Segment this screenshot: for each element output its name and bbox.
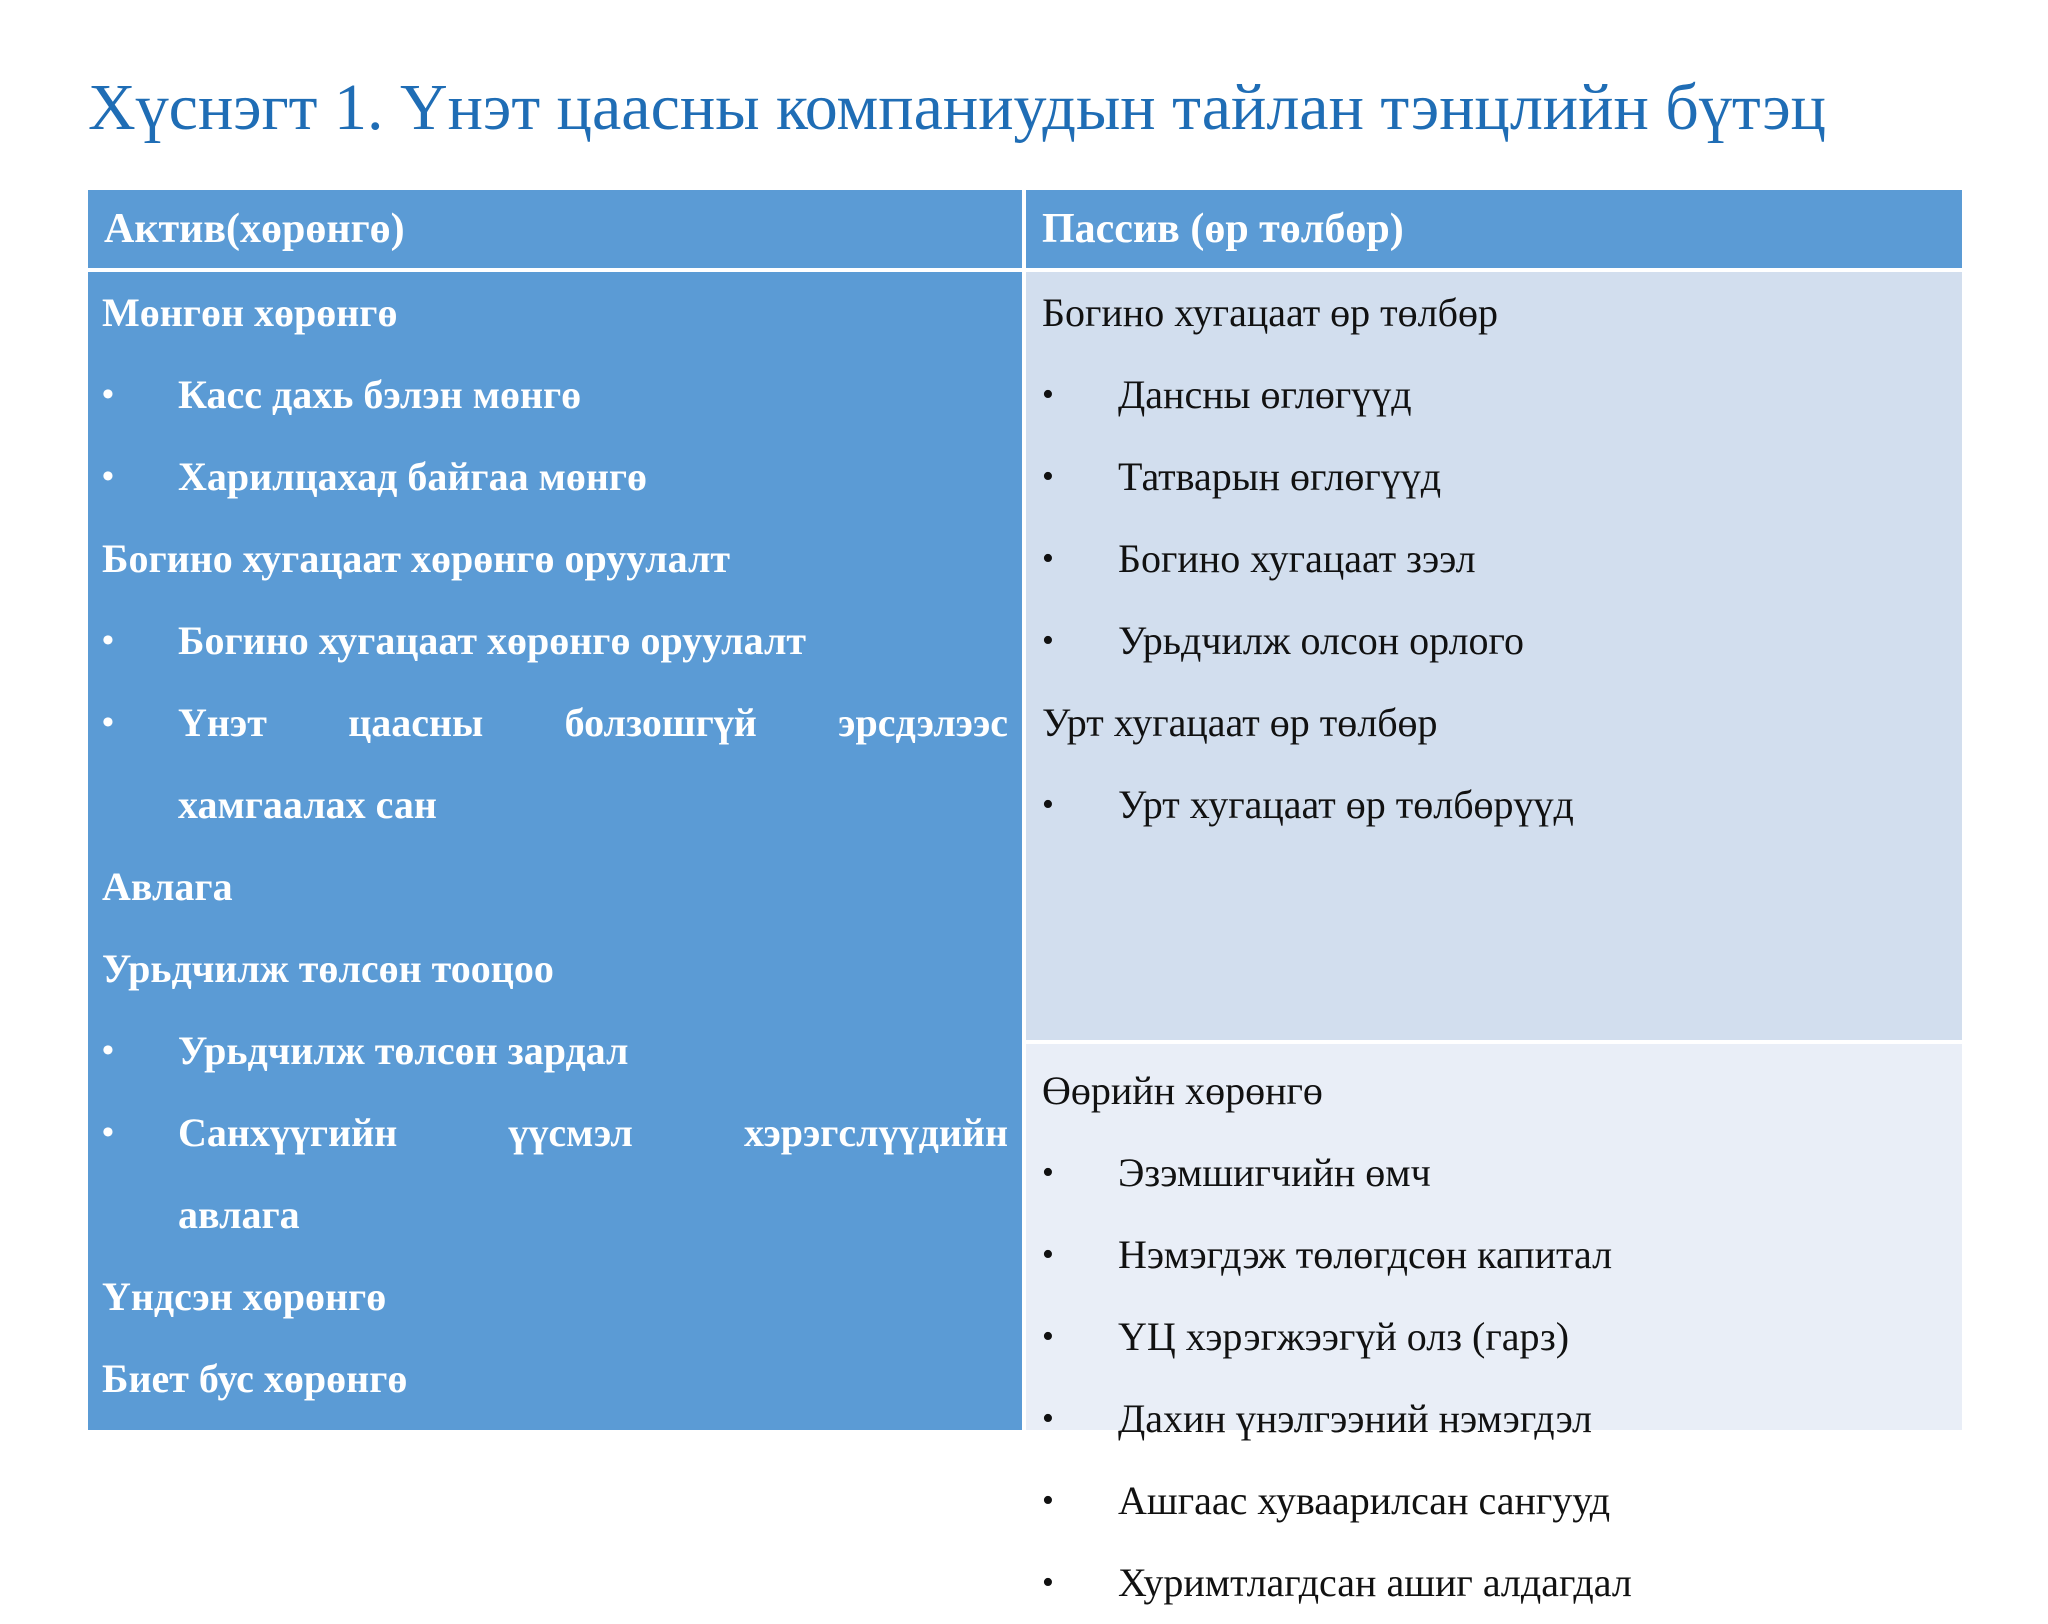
list-item [1042,1132,1946,1214]
list-item-label: Урьдчилж олсон орлого [1118,618,1524,663]
list-item-continuation: авлага [178,1192,300,1237]
list-item [1042,1460,1946,1542]
list-item-label: Богино хугацаат хөрөнгө оруулалт [178,618,807,663]
list-item-word: болзошгүй [564,700,757,745]
list-item [102,682,1008,764]
list-item [102,1010,1008,1092]
list-item [1042,1214,1946,1296]
bullet-icon: • [102,376,114,413]
fixed-assets-heading: Үндсэн хөрөнгө [102,1274,387,1319]
list-item [1042,1296,1946,1378]
assets-column [88,272,1022,1430]
list-item-label: Дахин үнэлгээний нэмэгдэл [1118,1396,1592,1441]
slide-title: Хүснэгт 1. Үнэт цаасны компаниудын тайлан тэнцлийн бүтэц [88,71,1826,144]
list-item-label: Татварын өглөгүүд [1118,454,1442,499]
list-item-word: хэрэгслүүдийн [743,1110,1008,1155]
bullet-icon: • [1042,376,1054,413]
equity-cell [1026,1044,1962,1605]
intangible-heading: Биет бус хөрөнгө [102,1356,408,1401]
receivables-heading: Авлага [102,864,233,909]
lt-liabilities-heading: Урт хугацаат өр төлбөр [1042,700,1438,745]
balance-sheet-table [88,190,1962,1605]
list-item-continuation: хамгаалах сан [178,782,437,827]
list-item-word: үүсмэл [508,1110,633,1155]
list-item-label: Хуримтлагдсан ашиг алдагдал [1118,1560,1632,1605]
bullet-icon: • [1042,786,1054,823]
list-item [1042,1542,1946,1624]
liabilities-cell [1026,272,1962,1040]
bullet-icon: • [1042,1236,1054,1273]
list-item-label: Ашгаас хуваарилсан сангууд [1118,1478,1611,1523]
list-item [102,1092,1008,1174]
bullet-icon: • [102,458,114,495]
st-investment-heading: Богино хугацаат хөрөнгө оруулалт [102,536,731,581]
list-item-label: Урьдчилж төлсөн зардал [178,1028,629,1073]
prepaid-heading: Урьдчилж төлсөн тооцоо [102,946,554,991]
equity-heading: Өөрийн хөрөнгө [1042,1068,1323,1113]
bullet-icon: • [102,704,114,741]
list-item [1042,354,1946,436]
bullet-icon: • [1042,458,1054,495]
list-item-label: Нэмэгдэж төлөгдсөн капитал [1118,1232,1613,1277]
bullet-icon: • [1042,1482,1054,1519]
list-item [1042,518,1946,600]
list-item-label: Богино хугацаат зээл [1118,536,1476,581]
list-item [102,354,1008,436]
list-item-label: Урт хугацаат өр төлбөрүүд [1118,782,1574,827]
list-item [1042,600,1946,682]
list-item-label: Эзэмшигчийн өмч [1118,1150,1431,1195]
bullet-icon: • [1042,540,1054,577]
list-item-word: Үнэт [178,700,267,745]
list-item-label: Харилцахад байгаа мөнгө [178,454,648,499]
bullet-icon: • [1042,1154,1054,1191]
cash-heading: Мөнгөн хөрөнгө [102,290,398,335]
list-item-word: цаасны [348,700,484,745]
list-item [1042,436,1946,518]
list-item-label: ҮЦ хэрэгжээгүй олз (гарз) [1118,1314,1570,1359]
bullet-icon: • [102,622,114,659]
bullet-icon: • [1042,1318,1054,1355]
st-liabilities-heading: Богино хугацаат өр төлбөр [1042,290,1498,335]
list-item-label: Касс дахь бэлэн мөнгө [178,372,582,417]
list-item [102,600,1008,682]
list-item [1042,764,1946,846]
assets-header: Актив(хөрөнгө) [88,190,1022,268]
list-item-label: Дансны өглөгүүд [1118,372,1412,417]
list-item-word: Санхүүгийн [178,1110,398,1155]
bullet-icon: • [102,1114,114,1151]
bullet-icon: • [1042,1400,1054,1437]
bullet-icon: • [1042,622,1054,659]
list-item [1042,1378,1946,1460]
bullet-icon: • [102,1032,114,1069]
list-item [102,436,1008,518]
liabilities-header: Пассив (өр төлбөр) [1026,190,1962,268]
list-item-word: эрсдэлээс [838,700,1008,745]
bullet-icon: • [1042,1564,1054,1601]
